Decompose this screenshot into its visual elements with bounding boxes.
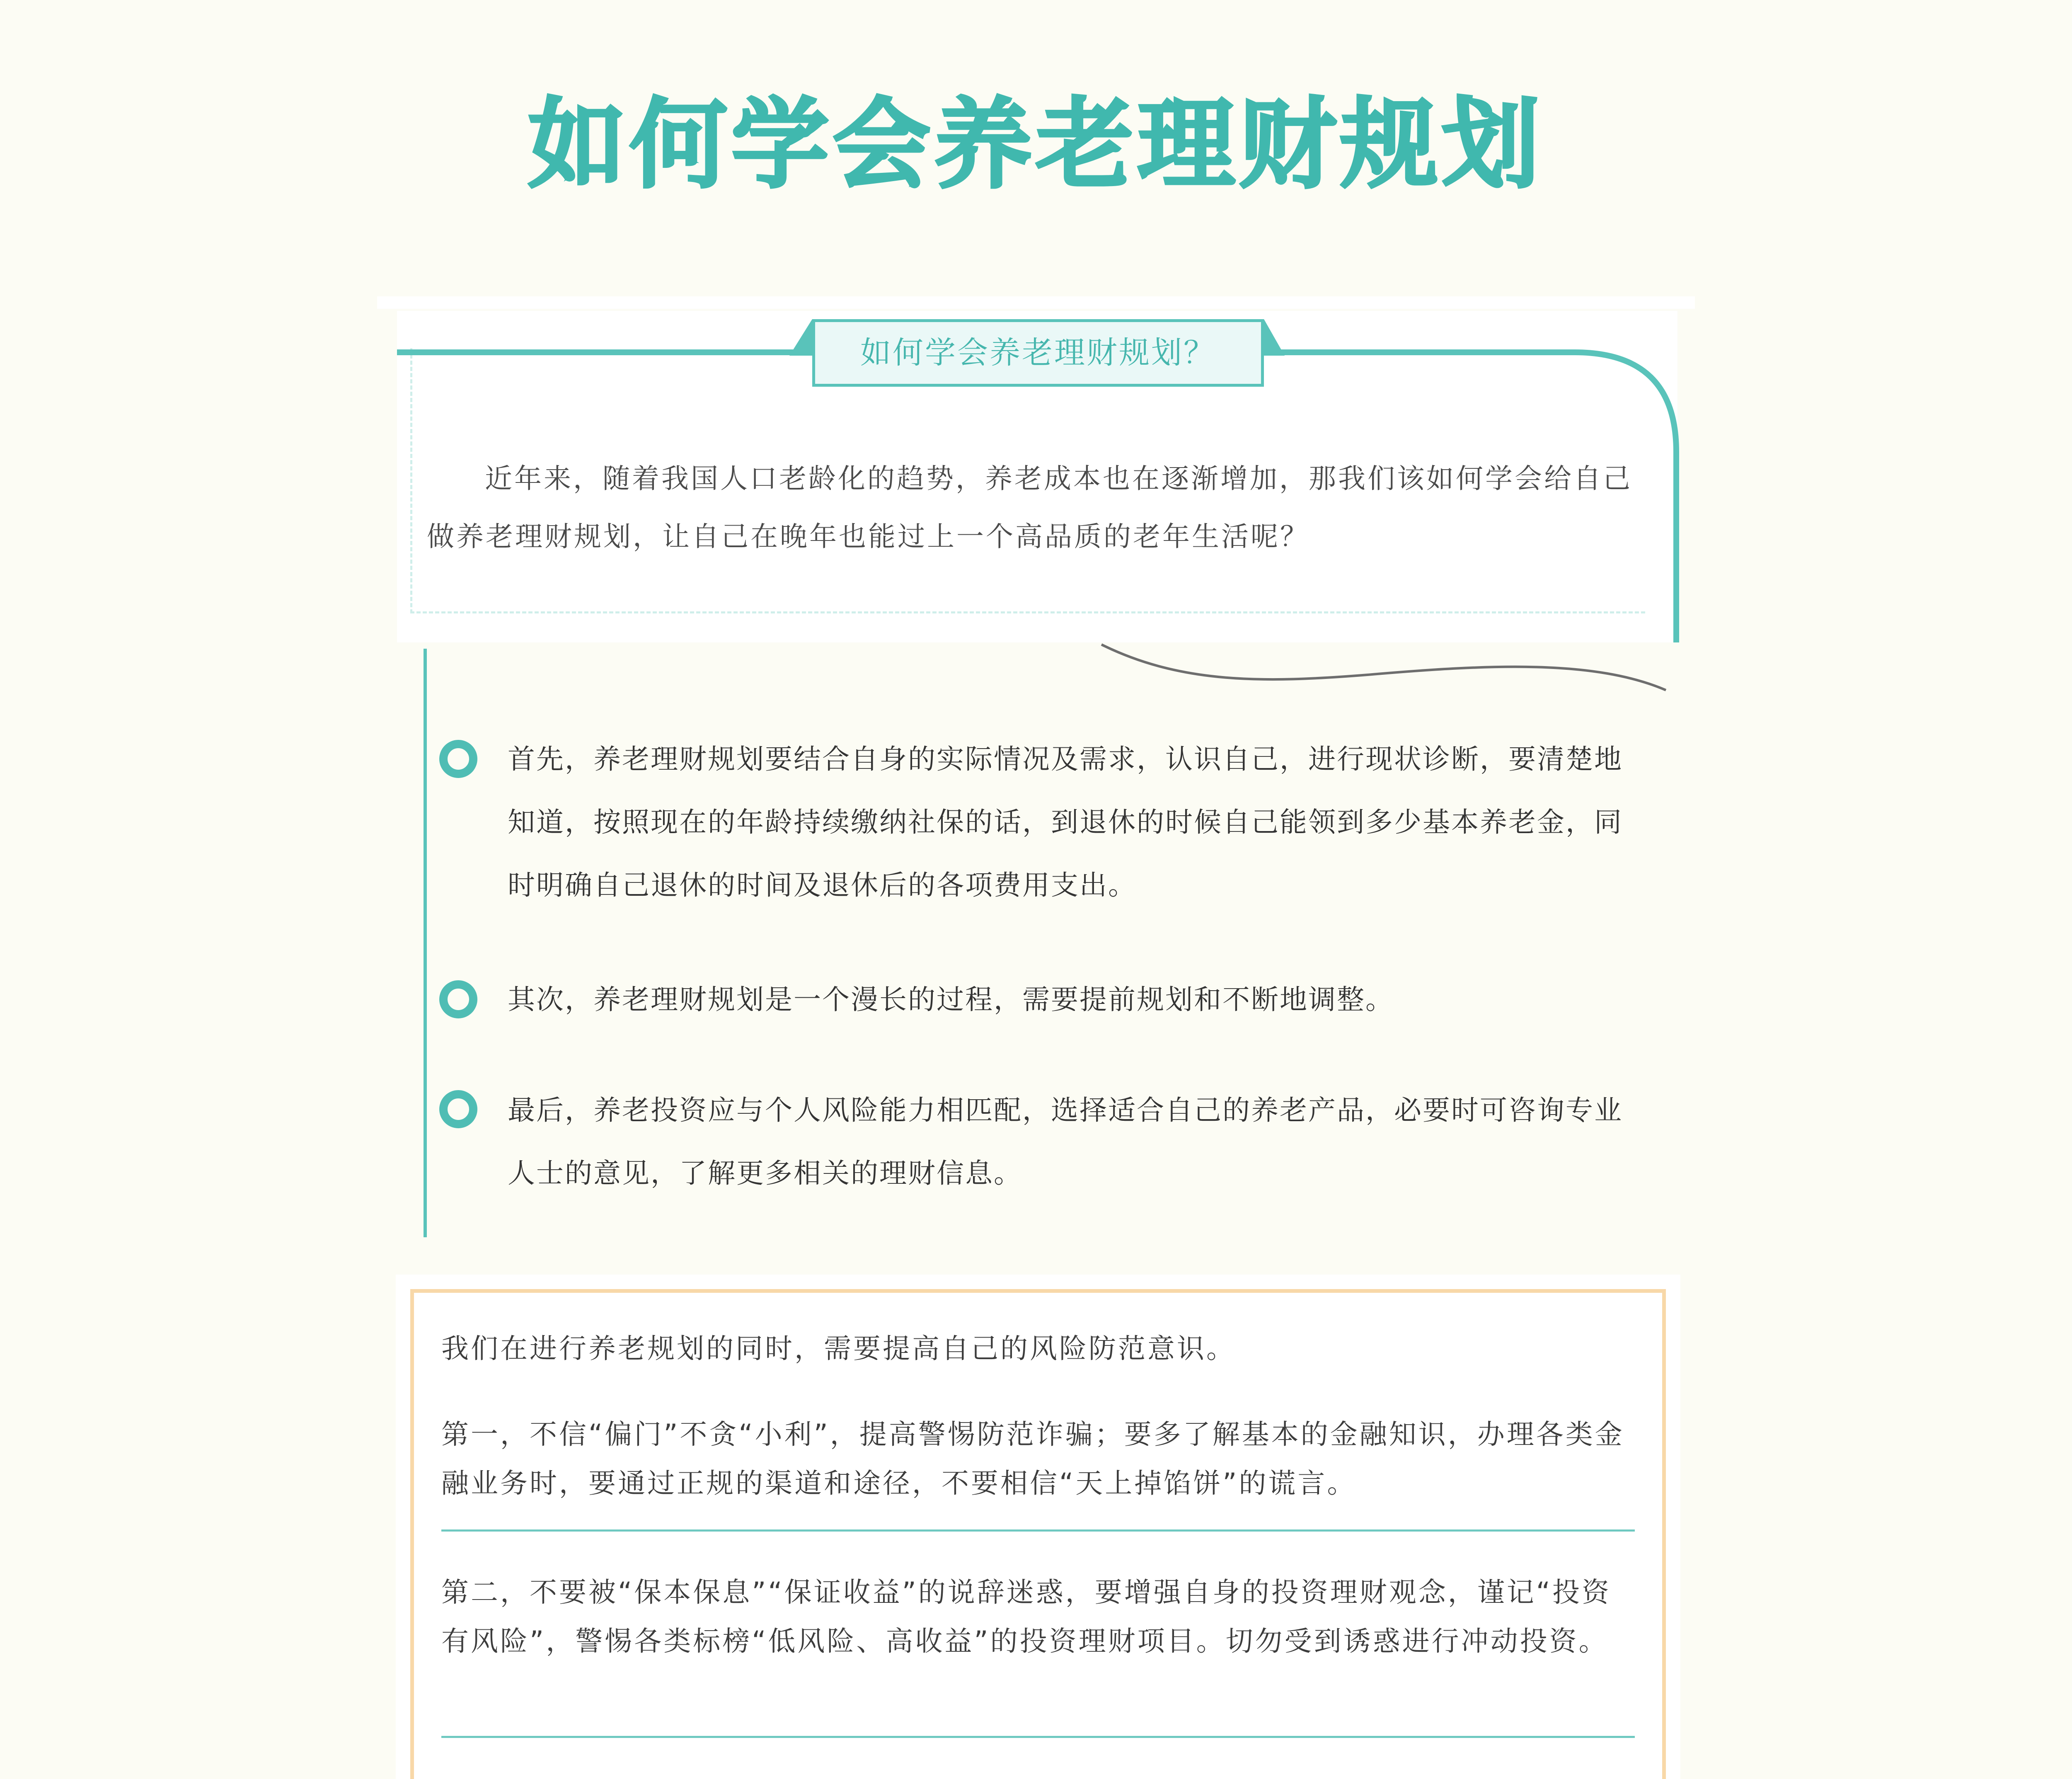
list-item-3: 最后，养老投资应与个人风险能力相匹配，选择适合自己的养老产品，必要时可咨询专业人士的意见，了解更多相关的理财信息。 [508,1094,1623,1189]
list-bullet-1 [439,740,477,778]
list-bullet-3 [439,1090,477,1128]
risk-point-2: 第二，不要被“保本保息”“保证收益”的说辞迷惑，要增强自身的投资理财观念，谨记“投资有风险”，警惕各类标榜“低风险、高收益”的投资理财项目。切勿受到诱惑进行冲动投资。 [441,1576,1611,1657]
risk-divider-1 [441,1529,1635,1532]
intro-heading: 如何学会养老理财规划？ [812,319,1264,387]
risk-point-1: 第一，不信“偏门”不贪“小利”，提高警惕防范诈骗；要多了解基本的金融知识，办理各类金融业务时，要通过正规的渠道和途径，不要相信“天上掉馅饼”的谎言。 [441,1418,1624,1499]
list-bullet-2 [439,980,477,1018]
risk-intro: 我们在进行养老规划的同时，需要提高自己的风险防范意识。 [441,1333,1236,1365]
page-title: 如何学会养老理财规划 [528,88,1544,201]
risk-divider-2 [441,1736,1635,1738]
list-item-2: 其次，养老理财规划是一个漫长的过程，需要提前规划和不断地调整。 [508,984,1394,1016]
decorative-curve [1101,645,1666,690]
intro-paragraph: 近年来，随着我国人口老龄化的趋势，养老成本也在逐渐增加，那我们该如何学会给自己做养老理财规划，让自己在晚年也能过上一个高品质的老年生活呢？ [427,463,1632,553]
list-vertical-line [424,649,427,1237]
list-item-1: 首先，养老理财规划要结合自身的实际情况及需求，认识自己，进行现状诊断，要清楚地知道，按照现在的年龄持续缴纳社保的话，到退休的时候自己能领到多少基本养老金，同时明确自己退休的时间及退休后的各项费用支出。 [508,743,1623,901]
